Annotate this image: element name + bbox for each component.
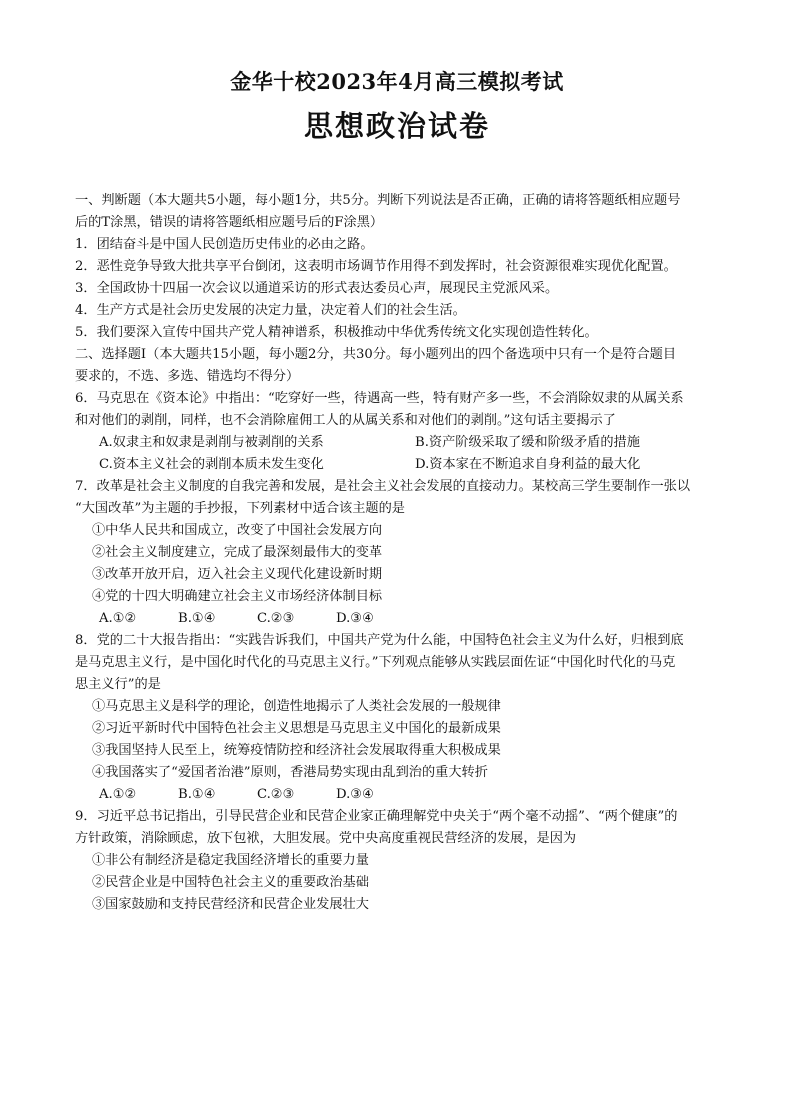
q8-stem-cont: 是马克思主义行，是中国化时代化的马克思主义行。”下列观点能够从实践层面佐证“中国化时代化的马克 xyxy=(75,655,676,670)
q8-option-d: D.③④ xyxy=(336,787,374,802)
judge-item-5: 5．我们要深入宣传中国共产党人精神谱系，积极推动中华优秀传统文化实现创造性转化。 xyxy=(75,325,598,340)
exam-body xyxy=(75,190,747,916)
q9-item-2: ②民营企业是中国特色社会主义的重要政治基础 xyxy=(92,875,369,890)
q8-item-1: ①马克思主义是科学的理论，创造性地揭示了人类社会发展的一般规律 xyxy=(92,699,501,714)
section2-heading: 二、选择题Ⅰ（本大题共15小题，每小题2分，共30分。每小题列出的四个备选项中只有一个是符合题目 xyxy=(75,347,677,362)
q6-option-a: A.奴隶主和奴隶是剥削与被剥削的关系 xyxy=(99,435,324,450)
q7-item-2: ②社会主义制度建立，完成了最深刻最伟大的变革 xyxy=(92,545,383,560)
q6-stem: 6．马克思在《资本论》中指出：“吃穿好一些，待遇高一些，特有财产多一些，不会消除奴隶的从属关系 xyxy=(75,391,684,406)
q8-option-c: C.②③ xyxy=(257,787,295,802)
q6-options-row1 xyxy=(75,432,747,454)
q7-option-c: C.②③ xyxy=(257,611,295,626)
q8-stem-cont2: 思主义行”的是 xyxy=(75,677,161,692)
q9-item-3: ③国家鼓励和支持民营经济和民营企业发展壮大 xyxy=(92,897,369,912)
q7-options xyxy=(75,608,747,630)
q8-options xyxy=(75,784,747,806)
q7-item-4: ④党的十四大明确建立社会主义市场经济体制目标 xyxy=(92,589,383,604)
judge-item-1: 1．团结奋斗是中国人民创造历史伟业的必由之路。 xyxy=(75,237,374,252)
exam-title: 金华十校2023年4月高三模拟考试 xyxy=(230,69,564,94)
q9-item-1: ①非公有制经济是稳定我国经济增长的重要力量 xyxy=(92,853,369,868)
q7-stem-cont: “大国改革”为主题的手抄报，下列素材中适合该主题的是 xyxy=(75,501,405,516)
judge-item-4: 4．生产方式是社会历史发展的决定力量，决定着人们的社会生活。 xyxy=(75,303,466,318)
q8-item-3: ③我国坚持人民至上，统筹疫情防控和经济社会发展取得重大积极成果 xyxy=(92,743,501,758)
q8-item-2: ②习近平新时代中国特色社会主义思想是马克思主义中国化的最新成果 xyxy=(92,721,501,736)
q7-option-d: D.③④ xyxy=(336,611,374,626)
judge-item-2: 2．恶性竞争导致大批共享平台倒闭，这表明市场调节作用得不到发挥时，社会资源很难实现优化配置。 xyxy=(75,259,677,274)
section1-heading: 一、判断题（本大题共5小题，每小题1分，共5分。判断下列说法是否正确，正确的请将答题纸相应题号 xyxy=(75,193,681,208)
q9-stem-cont: 方针政策，消除顾虑，放下包袱，大胆发展。党中央高度重视民营经济的发展，是因为 xyxy=(75,831,577,846)
q8-stem: 8．党的二十大报告指出：“实践告诉我们，中国共产党为什么能，中国特色社会主义为什么好，归根到底 xyxy=(75,633,684,648)
q6-option-c: C.资本主义社会的剥削本质未发生变化 xyxy=(99,457,324,472)
q8-option-a: A.①② xyxy=(99,787,137,802)
q6-options-row2 xyxy=(75,454,747,476)
q7-stem: 7．改革是社会主义制度的自我完善和发展，是社会主义社会发展的直接动力。某校高三学生要制作一张以 xyxy=(75,479,691,494)
q7-option-a: A.①② xyxy=(99,611,137,626)
q8-item-4: ④我国落实了“爱国者治港”原则，香港局势实现由乱到治的重大转折 xyxy=(92,765,488,780)
q6-stem-cont: 和对他们的剥削，同样，也不会消除雇佣工人的从属关系和对他们的剥削。”这句话主要揭示了 xyxy=(75,413,616,428)
exam-subject-title: 思想政治试卷 xyxy=(303,109,490,143)
q7-item-1: ①中华人民共和国成立，改变了中国社会发展方向 xyxy=(92,523,383,538)
q9-stem: 9．习近平总书记指出，引导民营企业和民营企业家正确理解党中央关于“两个毫不动摇”、“两个健康”的 xyxy=(75,809,678,824)
judge-item-3: 3．全国政协十四届一次会议以通道采访的形式表达委员心声，展现民主党派风采。 xyxy=(75,281,559,296)
q6-option-d: D.资本家在不断追求自身利益的最大化 xyxy=(415,457,641,472)
q7-option-b: B.①④ xyxy=(178,611,216,626)
section1-heading-cont: 后的T涂黑，错误的请将答题纸相应题号后的F涂黑） xyxy=(75,215,384,230)
q6-option-b: B.资产阶级采取了缓和阶级矛盾的措施 xyxy=(415,435,640,450)
q7-item-3: ③改革开放开启，迈入社会主义现代化建设新时期 xyxy=(92,567,383,582)
q8-option-b: B.①④ xyxy=(178,787,216,802)
section2-heading-cont: 要求的，不选、多选、错选均不得分） xyxy=(75,369,300,384)
